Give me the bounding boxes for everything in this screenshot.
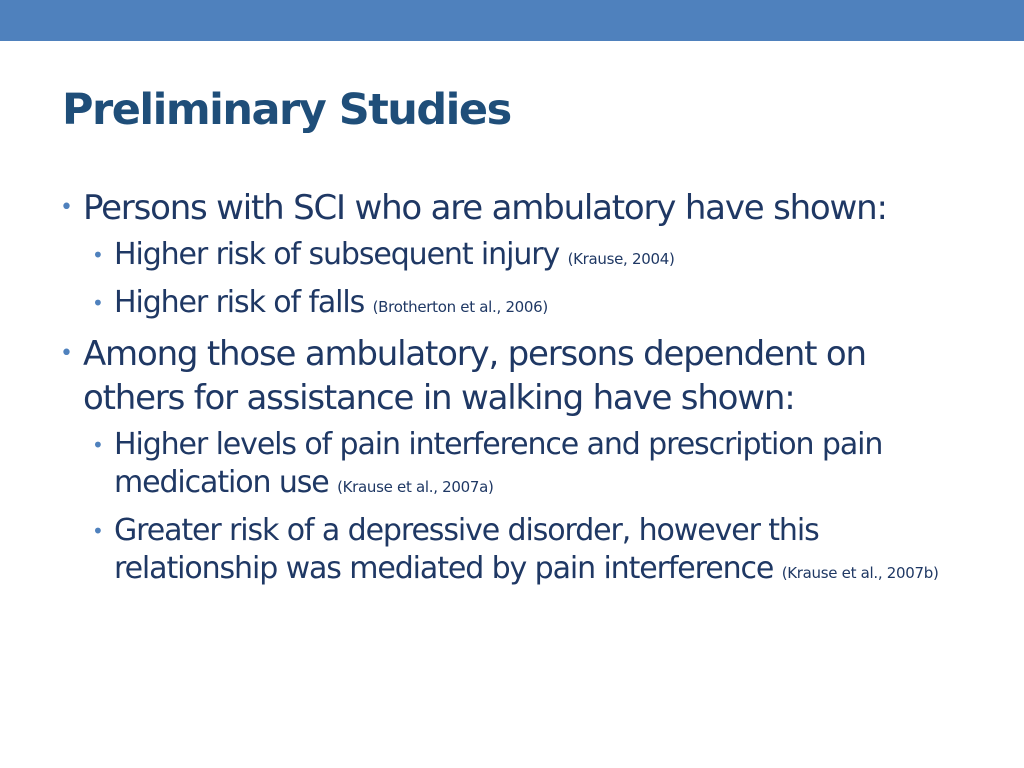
bullet-dot-icon: • — [92, 243, 103, 267]
sub-bullet-text: Higher levels of pain interference and prescription pain medication use — [114, 427, 883, 500]
sub-bullet-text: Higher risk of falls — [114, 285, 365, 320]
sub-bullet-text: Higher risk of subsequent injury — [114, 237, 560, 272]
citation: (Brotherton et al., 2006) — [372, 298, 548, 316]
bullet-dot-icon: • — [60, 195, 72, 220]
bullet-dot-icon: • — [92, 519, 103, 543]
citation: (Krause, 2004) — [567, 250, 675, 268]
citation: (Krause et al., 2007b) — [781, 564, 939, 582]
sub-bullet-text: Greater risk of a depressive disorder, however this relationship was mediated by pain interference — [114, 513, 819, 586]
bullet-text: Among those ambulatory, persons dependent on others for assistance in walking have shown: — [83, 334, 866, 418]
sub-bullet-item — [83, 284, 960, 322]
bullet-item — [60, 186, 960, 322]
sub-bullet-list — [83, 426, 960, 588]
citation: (Krause et al., 2007a) — [337, 478, 494, 496]
bullet-dot-icon: • — [92, 291, 103, 315]
bullet-list — [60, 186, 960, 588]
bullet-item — [60, 332, 960, 588]
bullet-dot-icon: • — [92, 433, 103, 457]
top-accent-bar — [0, 0, 1024, 41]
sub-bullet-item — [83, 426, 960, 502]
bullet-text: Persons with SCI who are ambulatory have shown: — [83, 188, 887, 228]
sub-bullet-list — [83, 236, 960, 322]
sub-bullet-item — [83, 236, 960, 274]
slide-body — [60, 186, 960, 598]
bullet-dot-icon: • — [60, 341, 72, 366]
sub-bullet-item — [83, 512, 960, 588]
slide-title: Preliminary Studies — [62, 85, 511, 135]
